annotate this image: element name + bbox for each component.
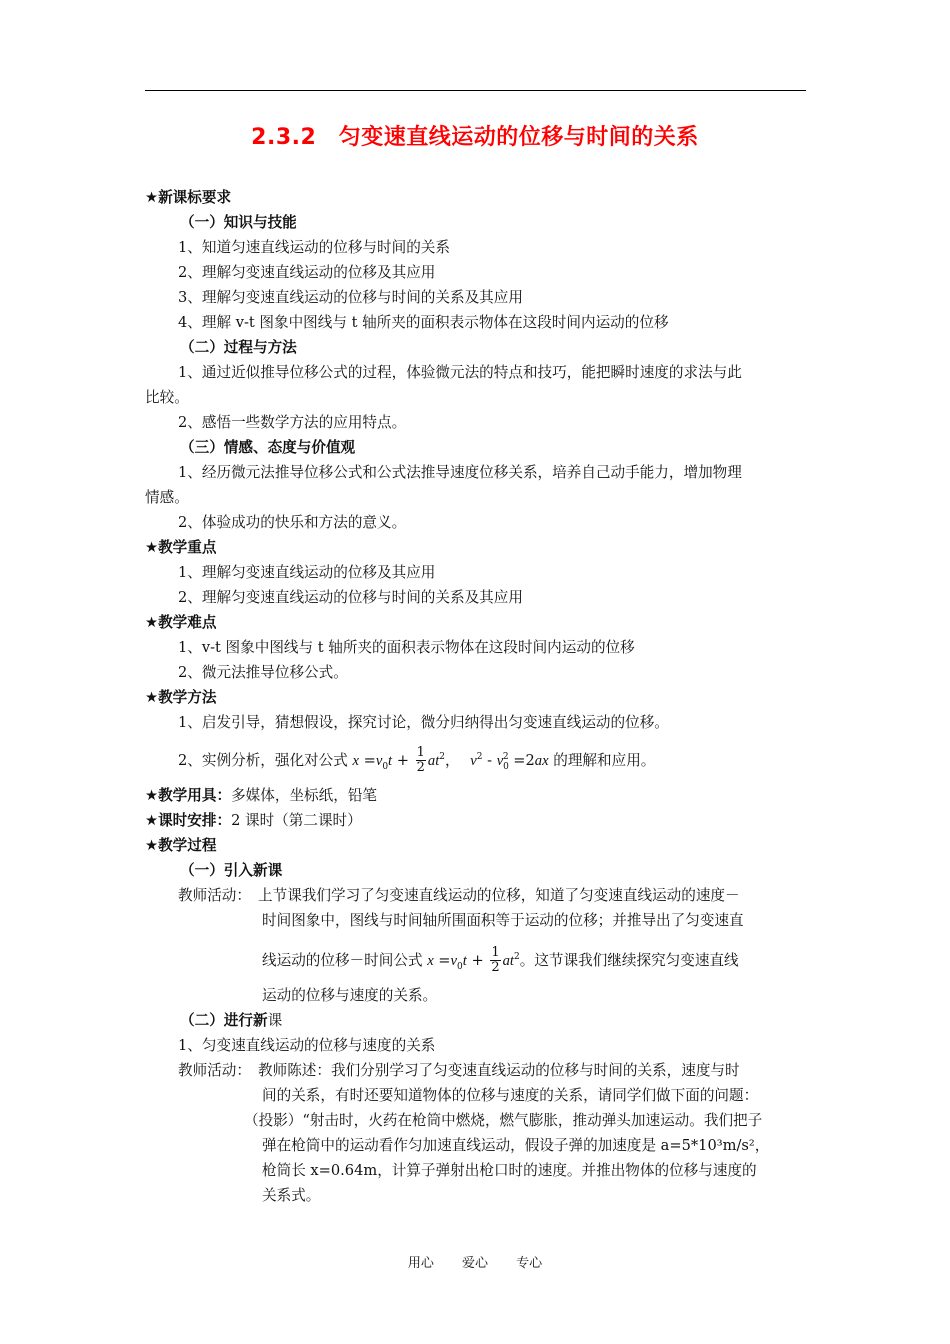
process-item-2: 2、感悟一些数学方法的应用特点。 (178, 414, 407, 431)
subheading-process: （二）过程与方法 (180, 339, 297, 356)
footer-word-3: 专心 (516, 1256, 543, 1271)
page-title: 2.3.2 匀变速直线运动的位移与时间的关系 (251, 125, 699, 150)
teaching-tools-label: ★教学用具： (145, 787, 232, 804)
new-lesson-item-1: 1、匀变速直线运动的位移与速度的关系 (178, 1037, 436, 1054)
section-heading-key-points: ★教学重点 (145, 539, 217, 556)
formula-displacement: $x =v_0t$ + $\frac{1}{2}$ $at^2$， (352, 745, 460, 776)
method-1: 1、启发引导，猜想假设，探究讨论，微分归纳得出匀变速直线运动的位移。 (178, 714, 669, 731)
method-2 (178, 738, 655, 786)
page-footer (0, 1252, 950, 1271)
subheading-new-lesson (180, 1011, 282, 1031)
attitude-item-1-line-1: 1、经历微元法推导位移公式和公式法推导速度位移关系，培养自己动手能力，增加物理 (178, 464, 742, 481)
subheading-introduction: （一）引入新课 (180, 862, 283, 879)
class-schedule-label: ★课时安排： (145, 812, 232, 829)
teaching-tools (145, 786, 377, 806)
class-schedule-value: 2 课时（第二课时） (231, 812, 362, 829)
knowledge-item-1: 1、知道匀速直线运动的位移与时间的关系 (178, 239, 450, 256)
subheading-new-lesson-bold: （二）进行新 (180, 1012, 268, 1029)
knowledge-item-3: 3、理解匀变速直线运动的位移与时间的关系及其应用 (178, 289, 523, 306)
teacher-activity-1-line-3-suffix: 。这节课我们继续探究匀变速直线 (519, 951, 739, 969)
subheading-knowledge: （一）知识与技能 (180, 214, 297, 231)
teacher-activity-1-line-3-prefix: 线运动的位移－时间公式 (262, 951, 423, 969)
formula-displacement-time: $x =v_0t$ + $\frac{1}{2}$ $at^2$ (427, 945, 520, 976)
key-point-1: 1、理解匀变速直线运动的位移及其应用 (178, 564, 436, 581)
teacher-activity-2-line-2: 间的关系，有时还要知道物体的位移与速度的关系，请同学们做下面的问题： (262, 1087, 759, 1104)
subheading-new-lesson-rest: 课 (267, 1012, 283, 1029)
subheading-attitude: （三）情感、态度与价值观 (180, 439, 356, 456)
difficulty-2: 2、微元法推导位移公式。 (178, 664, 348, 681)
teacher-activity-2-line-4: 弹在枪筒中的运动看作匀加速直线运动，假设子弹的加速度是 a=5*10³m/s²， (262, 1137, 770, 1154)
teacher-activity-1-line-3 (262, 938, 739, 986)
method-2-suffix: 的理解和应用。 (553, 751, 656, 769)
attitude-item-2: 2、体验成功的快乐和方法的意义。 (178, 514, 407, 531)
teacher-activity-2-line-1: 教师陈述：我们分别学习了匀变速直线运动的位移与时间的关系，速度与时 (258, 1062, 740, 1079)
section-heading-process: ★教学过程 (145, 837, 217, 854)
formula-velocity-displacement: $v^2 - v_0^2 =2ax$ (470, 751, 549, 772)
process-item-1-line-2: 比较。 (145, 389, 189, 406)
key-point-2: 2、理解匀变速直线运动的位移与时间的关系及其应用 (178, 589, 523, 606)
teacher-activity-2-line-6: 关系式。 (262, 1187, 321, 1204)
footer-word-2: 爱心 (461, 1256, 488, 1271)
footer-word-1: 用心 (407, 1256, 434, 1271)
section-heading-requirements: ★新课标要求 (145, 189, 232, 206)
teacher-activity-1-line-4: 运动的位移与速度的关系。 (262, 987, 438, 1004)
fraction-one-half: $\frac{1}{2}$ (416, 745, 425, 776)
header-rule (145, 90, 806, 91)
attitude-item-1-line-2: 情感。 (145, 489, 189, 506)
teaching-tools-value: 多媒体，坐标纸，铅笔 (231, 787, 378, 804)
teacher-activity-2-line-5: 枪筒长 x=0.64m，计算子弹射出枪口时的速度。并推出物体的位移与速度的 (262, 1162, 757, 1179)
teacher-activity-2-label: 教师活动： (178, 1062, 251, 1079)
teacher-activity-1-label: 教师活动： (178, 887, 251, 904)
teacher-activity-1-line-1: 上节课我们学习了匀变速直线运动的位移，知道了匀变速直线运动的速度－ (258, 887, 740, 904)
class-schedule (145, 811, 362, 831)
knowledge-item-2: 2、理解匀变速直线运动的位移及其应用 (178, 264, 436, 281)
method-2-prefix: 2、实例分析，强化对公式 (178, 751, 348, 769)
fraction-one-half-2: $\frac{1}{2}$ (491, 945, 500, 976)
difficulty-1: 1、v-t 图象中图线与 t 轴所夹的面积表示物体在这段时间内运动的位移 (178, 639, 635, 656)
teacher-activity-2-line-3: （投影）“射击时，火药在枪筒中燃烧，燃气膨胀，推动弹头加速运动。我们把子 (244, 1112, 763, 1129)
section-heading-methods: ★教学方法 (145, 689, 217, 706)
knowledge-item-4: 4、理解 v-t 图象中图线与 t 轴所夹的面积表示物体在这段时间内运动的位移 (178, 314, 669, 331)
teacher-activity-1-line-2: 时间图象中，图线与时间轴所围面积等于运动的位移；并推导出了匀变速直 (262, 912, 744, 929)
process-item-1-line-1: 1、通过近似推导位移公式的过程，体验微元法的特点和技巧，能把瞬时速度的求法与此 (178, 364, 742, 381)
section-heading-difficulties: ★教学难点 (145, 614, 217, 631)
